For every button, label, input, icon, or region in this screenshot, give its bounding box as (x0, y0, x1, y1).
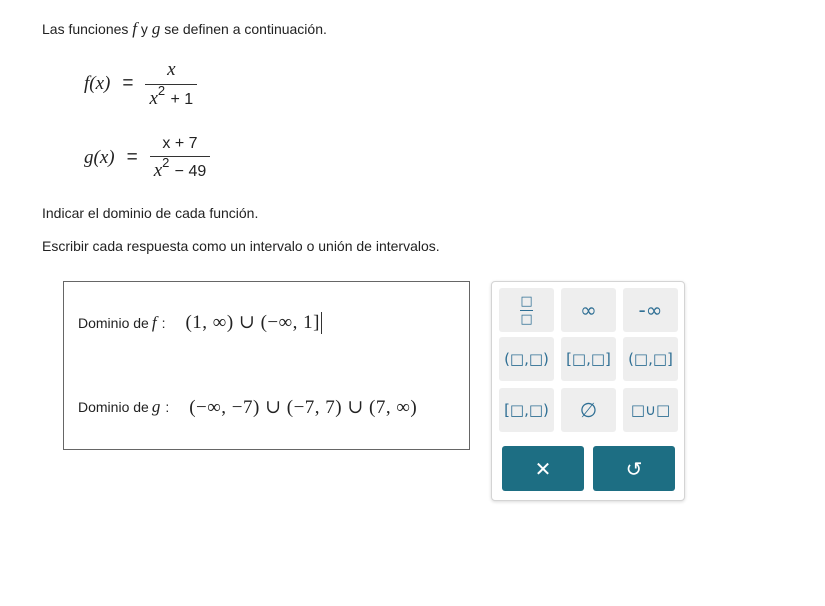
text-cursor (321, 312, 322, 334)
formula-f-den-base: x (149, 87, 158, 109)
formula-f (84, 56, 197, 112)
answer-f-label: Dominio de (78, 315, 149, 331)
answer-f-fn: f (151, 313, 157, 332)
undo-icon: ↺ (625, 456, 643, 481)
formula-g-den-base: x (153, 159, 163, 181)
formula-g-fraction (150, 135, 211, 182)
open-open-interval-key[interactable]: (□,□) (499, 337, 554, 381)
undo-button[interactable] (593, 446, 675, 491)
domain-f-input[interactable] (185, 311, 322, 335)
closed-open-interval-key[interactable]: [□,□) (499, 388, 554, 432)
answer-box (63, 281, 470, 450)
fraction-icon (520, 295, 533, 326)
clear-button[interactable] (502, 446, 584, 491)
formula-f-lhs: f(x) (84, 73, 111, 94)
math-keypad (491, 281, 685, 501)
instruction-domain: Indicar el dominio de cada función. (42, 205, 259, 221)
answer-row-g (78, 392, 417, 422)
intro-f: f (132, 19, 138, 38)
formula-g-eq: = (126, 147, 138, 168)
domain-g-input[interactable] (189, 396, 417, 419)
infinity-key[interactable]: ∞ (561, 288, 616, 332)
empty-set-key[interactable]: ∅ (561, 388, 616, 432)
intro-y: y (140, 21, 148, 37)
domain-f-value: (1, ∞) ∪ (−∞, 1] (185, 312, 320, 334)
fraction-key[interactable] (499, 288, 554, 332)
formula-f-den-exp: 2 (157, 82, 166, 98)
answer-g-colon: : (165, 399, 170, 415)
answer-g-fn: g (151, 397, 161, 416)
formula-g-denominator (150, 154, 211, 182)
formula-f-den-rest: + 1 (170, 90, 194, 108)
answer-f-colon: : (161, 315, 166, 331)
fraction-top: □ (520, 293, 533, 309)
answer-row-f (78, 308, 322, 338)
formula-f-denominator (145, 82, 197, 110)
union-key[interactable]: □∪□ (623, 388, 678, 432)
formula-f-fraction (145, 59, 197, 110)
intro-post: se definen a continuación. (164, 21, 327, 37)
intro-text (42, 19, 327, 39)
intro-g: g (151, 19, 161, 38)
formula-g-den-rest: − 49 (174, 162, 207, 180)
formula-f-numerator: x (145, 59, 197, 85)
fraction-bottom: □ (520, 311, 533, 327)
closed-closed-interval-key[interactable]: [□,□] (561, 337, 616, 381)
formula-g-numerator: x + 7 (150, 135, 211, 157)
negative-infinity-key[interactable]: -∞ (623, 288, 678, 332)
instruction-format: Escribir cada respuesta como un intervalo o unión de intervalos. (42, 238, 440, 254)
formula-g (84, 130, 210, 186)
answer-g-label: Dominio de (78, 399, 149, 415)
formula-g-den-exp: 2 (162, 154, 170, 170)
formula-g-lhs: g(x) (84, 147, 115, 168)
open-closed-interval-key[interactable]: (□,□] (623, 337, 678, 381)
domain-g-value: (−∞, −7) ∪ (−7, 7) ∪ (7, ∞) (189, 396, 418, 418)
intro-pre: Las funciones (42, 21, 129, 37)
close-icon: ✕ (534, 456, 552, 481)
formula-f-eq: = (122, 73, 134, 94)
